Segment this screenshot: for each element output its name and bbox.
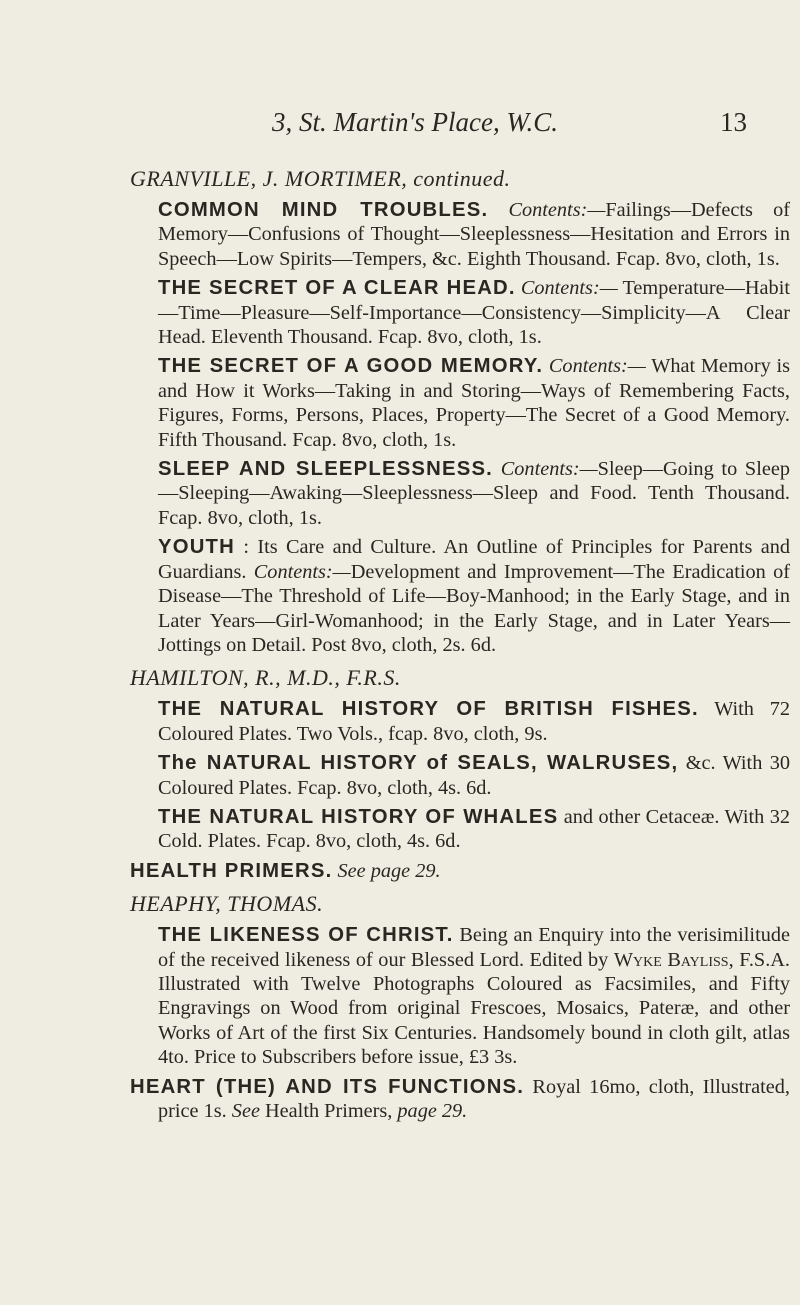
entry-text: What Memory is and How it Works—Taking in and Storing—Ways of Remembering Facts, Figures, Forms, Persons, Places, Property—The Secret of a Good Memory. Fifth Thousand. Fcap. 8vo, cloth, 1s. [158, 355, 790, 451]
entry-text: Failings—Defects of Memory—Confusions of Thought—Sleeplessness—Hesitation and Errors in Speech—Low Spirits—Tempers, &c. Eighth Thousand. Fcap. 8vo, cloth, 1s. [158, 199, 791, 270]
entry-label: Contents:— [548, 355, 646, 378]
entry-text: Development and Improvement—The Eradication of Disease—The Threshold of Life—Boy-Manhood; in the Early Stage, and in Later Years—Girl-Womanhood; in the Early Stage, and in Later Years—Jottings on Detail. Post 8vo, cloth, 2s. 6d. [158, 560, 791, 656]
catalogue-list [130, 158, 790, 1123]
entry-title: THE NATURAL HISTORY OF BRITISH FISHES. [158, 698, 699, 721]
author-heading: GRANVILLE, J. MORTIMER, continued. [130, 166, 511, 191]
entry-label: Contents:— [500, 458, 598, 481]
see-reference: See page 29. [337, 859, 441, 882]
entry-label: Contents:— [253, 560, 351, 583]
entry-text: Sleep—Going to Sleep—Sleeping—Awaking—Sleeplessness—Sleep and Food. Tenth Thousand. Fcap. 8vo, cloth, 1s. [158, 458, 790, 529]
entry-title: COMMON MIND TROUBLES. [158, 199, 489, 221]
author-heading: HEAPHY, THOMAS. [130, 891, 324, 917]
entry-text: , F.S.A. Illustrated with Twelve Photographs Coloured as Facsimiles, and Fifty Engravings on Wood from original Frescoes, Mosaics, Pateræ, and other Works of Art of the first Six Centuries. Handsomely bound in cloth gilt, atlas 4to. Price to Subscribers before issue, £3 3s. [158, 948, 790, 1069]
catalogue-entry [158, 276, 790, 349]
entry-title: THE SECRET OF A CLEAR HEAD. [158, 277, 516, 300]
page-number: 13 [720, 107, 747, 137]
editor-name: Wyke Bayliss [613, 948, 729, 971]
entry-text: Temperature—Habit—Time—Pleasure—Self-Importance—Consistency—Simplicity—A Clear Head. Eleventh Thousand. Fcap. 8vo, cloth, 1s. [158, 277, 790, 349]
catalogue-entry [158, 535, 790, 657]
entry-subtitle: : Its Care and Culture. An Outline of Principles for Parents and Guardians. [158, 536, 790, 583]
entry-title: THE NATURAL HISTORY OF WHALES [158, 805, 559, 828]
see-page: page 29. [397, 1100, 468, 1122]
see-reference: See [231, 1100, 260, 1122]
catalogue-entry [158, 457, 790, 530]
see-target: Health Primers, [265, 1100, 393, 1122]
entry-text: and other Cetaceæ. With 32 Cold. Plates. Fcap. 8vo, cloth, 4s. 6d. [158, 805, 790, 853]
header-place: 3, St. Martin's Place, W.C. [272, 107, 559, 137]
entry-title: YOUTH [158, 536, 235, 559]
entry-text-a: Being an Enquiry into the verisimilitude of the received likeness of our Blessed Lord. Edited by [158, 924, 790, 971]
catalogue-entry [158, 751, 790, 800]
entry-title: HEALTH PRIMERS. [130, 859, 333, 882]
author-heading: HAMILTON, R., M.D., F.R.S. [130, 665, 401, 691]
entry-title: HEART (THE) AND ITS FUNCTIONS. [130, 1075, 525, 1098]
entry-label: Contents:— [508, 199, 606, 221]
entry-label: Contents:— [520, 277, 618, 300]
entry-title: THE LIKENESS OF CHRIST. [158, 924, 454, 947]
entry-text: With 72 Coloured Plates. Two Vols., fcap. 8vo, cloth, 9s. [158, 698, 790, 745]
catalogue-entry [158, 923, 790, 1069]
catalogue-entry [158, 805, 790, 854]
cross-reference-entry [130, 859, 790, 883]
catalogue-entry [158, 697, 790, 746]
entry-text: &c. With 30 Coloured Plates. Fcap. 8vo, cloth, 4s. 6d. [158, 752, 790, 799]
entry-title: SLEEP AND SLEEPLESSNESS. [158, 458, 494, 481]
catalogue-entry [130, 1075, 790, 1124]
catalogue-entry [158, 198, 790, 271]
catalogue-entry [158, 354, 790, 452]
entry-title: The NATURAL HISTORY of SEALS, WALRUSES, [158, 752, 679, 775]
entry-text: Royal 16mo, cloth, Illustrated, price 1s. [158, 1075, 790, 1122]
entry-title: THE SECRET OF A GOOD MEMORY. [158, 355, 544, 378]
